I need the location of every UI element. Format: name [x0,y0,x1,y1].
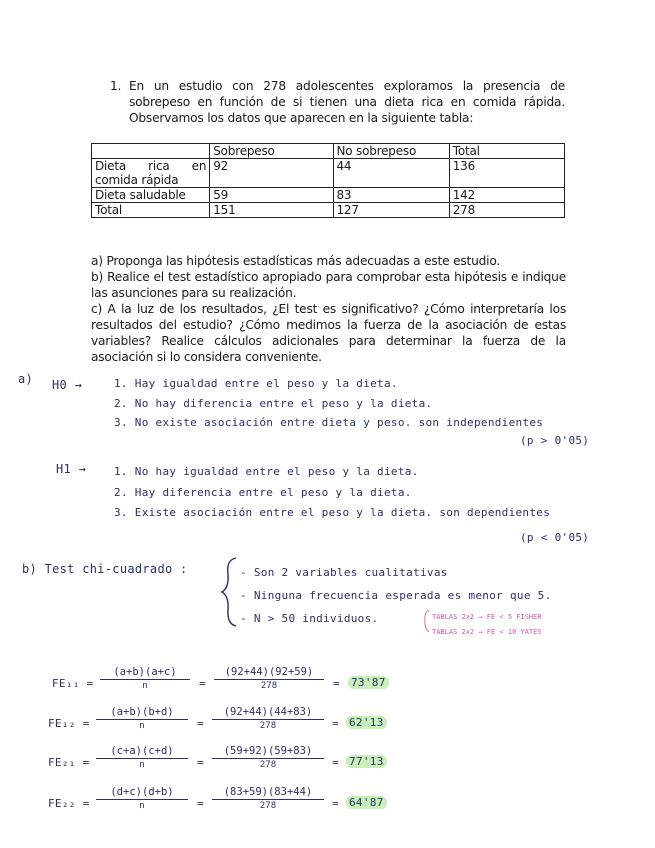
fe-12-label: FE₁₂ = [48,717,90,730]
fe-21-eq: = [197,756,204,769]
table-header-cell: Sobrepeso [210,144,333,159]
table-cell: 278 [449,203,564,218]
h0-item-1: 1. Hay igualdad entre el peso y la dieta. [114,377,398,390]
fe-22-values-num: (83+59)(83+44) [212,786,324,800]
fe-21-values-den: 278 [259,760,277,770]
question-text: En un estudio con 278 adolescentes exploramos la presencia de sobrepeso en función de si tienen una dieta rica en comida rápida. Observamos los datos que aparecen en la siguiente tabla: [129,79,565,125]
h1-item-1: 1. No hay igualdad entre el peso y la dieta. [114,465,419,478]
fe-21-formula [96,745,188,770]
part-b: b) Realice el test estadístico apropiado para comprobar esta hipótesis e indique las asunciones para su realización. [91,270,566,300]
side-note-yates: TABLAS 2x2 → FE < 10 YATES [432,628,542,636]
h0-label: H0 → [52,378,83,392]
h1-item-3: 3. Existe asociación entre el peso y la dieta. son dependientes [114,506,551,519]
fe-11-formula [100,666,190,691]
fe-22-values-den: 278 [259,801,277,811]
fe-22-label: FE₂₂ = [48,797,90,810]
h0-item-2: 2. No hay diferencia entre el peso y la dieta. [114,397,433,410]
table-cell: 44 [333,159,449,188]
fe-11-values-num: (92+44)(92+59) [214,666,324,680]
fe-12-values-num: (92+44)(44+83) [212,706,324,720]
fe-21-formula-den: n [139,760,145,770]
fe-22-result-wrap [346,796,387,809]
fe-22-formula-num: (d+c)(d+b) [96,786,188,800]
fe-12-eq: = [197,717,204,730]
question-number: 1. [110,79,122,93]
answer-a-label: a) [18,372,34,386]
fe-12-formula [96,706,188,731]
h0-item-3: 3. No existe asociación entre dieta y peso. son independientes [114,416,544,429]
table-cell: 83 [333,188,449,203]
table-cell: 136 [449,159,564,188]
fe-21-result: 77'13 [346,755,387,768]
fe-11-result-wrap [348,676,389,689]
fe-22-formula [96,786,188,811]
fe-21-eq-2: = [332,756,339,769]
table-cell: 142 [449,188,564,203]
fe-11-formula-den: n [142,681,148,691]
h1-p-value: (p < 0'05) [520,531,590,544]
table-cell: 151 [210,203,333,218]
fe-12-values-den: 278 [259,721,277,731]
fe-12-formula-den: n [139,721,145,731]
fe-22-result: 64'87 [346,796,387,809]
fe-11-eq: = [199,677,206,690]
table-cell: 92 [210,159,333,188]
table-row-label: Dieta saludable [92,188,210,203]
fe-11-label: FE₁₁ = [52,677,94,690]
fe-12-formula-num: (a+b)(b+d) [96,706,188,720]
table-cell: 59 [210,188,333,203]
b-item-1: - Son 2 variables cualitativas [240,566,448,579]
table-header-cell: Total [449,144,564,159]
fe-21-values-num: (59+92)(59+83) [212,745,324,759]
answer-b-label: b) Test chi-cuadrado : [22,562,188,576]
fe-12-result: 62'13 [346,716,387,729]
fe-21-label: FE₂₁ = [48,756,90,769]
table-row-label: Dieta rica en comida rápida [92,159,210,188]
fe-22-eq: = [197,797,204,810]
b-item-2: - Ninguna frecuencia esperada es menor que 5. [240,589,552,602]
fe-22-eq-2: = [332,797,339,810]
fe-11-result: 73'87 [348,676,389,689]
fe-12-values [212,706,324,731]
fe-21-result-wrap [346,755,387,768]
fe-22-values [212,786,324,811]
fe-22-formula-den: n [139,801,145,811]
fe-21-formula-num: (c+a)(c+d) [96,745,188,759]
table-header-cell: No sobrepeso [333,144,449,159]
h1-label: H1 → [56,462,87,476]
part-c: c) A la luz de los resultados, ¿El test es significativo? ¿Cómo interpretaría los resultados del estudio? ¿Cómo medimos la fuerza de la asociación de estas variables? Realice cálculos adicionales para determinar la fuerza de la asociación si lo considera conveniente. [91,302,566,364]
fe-11-values [214,666,324,691]
fe-11-eq-2: = [333,677,340,690]
side-note-fisher: TABLAS 2x2 → FE < 5 FISHER [432,613,542,621]
table-row-label: Total [92,203,210,218]
part-a: a) Proponga las hipótesis estadísticas más adecuadas a este estudio. [91,254,501,268]
fe-12-result-wrap [346,716,387,729]
fe-21-values [212,745,324,770]
h1-item-2: 2. Hay diferencia entre el peso y la dieta. [114,486,412,499]
fe-11-formula-num: (a+b)(a+c) [100,666,190,680]
h0-p-value: (p > 0'05) [520,434,590,447]
b-item-3: - N > 50 individuos. [240,612,379,625]
fe-12-eq-2: = [332,717,339,730]
table-cell: 127 [333,203,449,218]
fe-11-values-den: 278 [260,681,278,691]
